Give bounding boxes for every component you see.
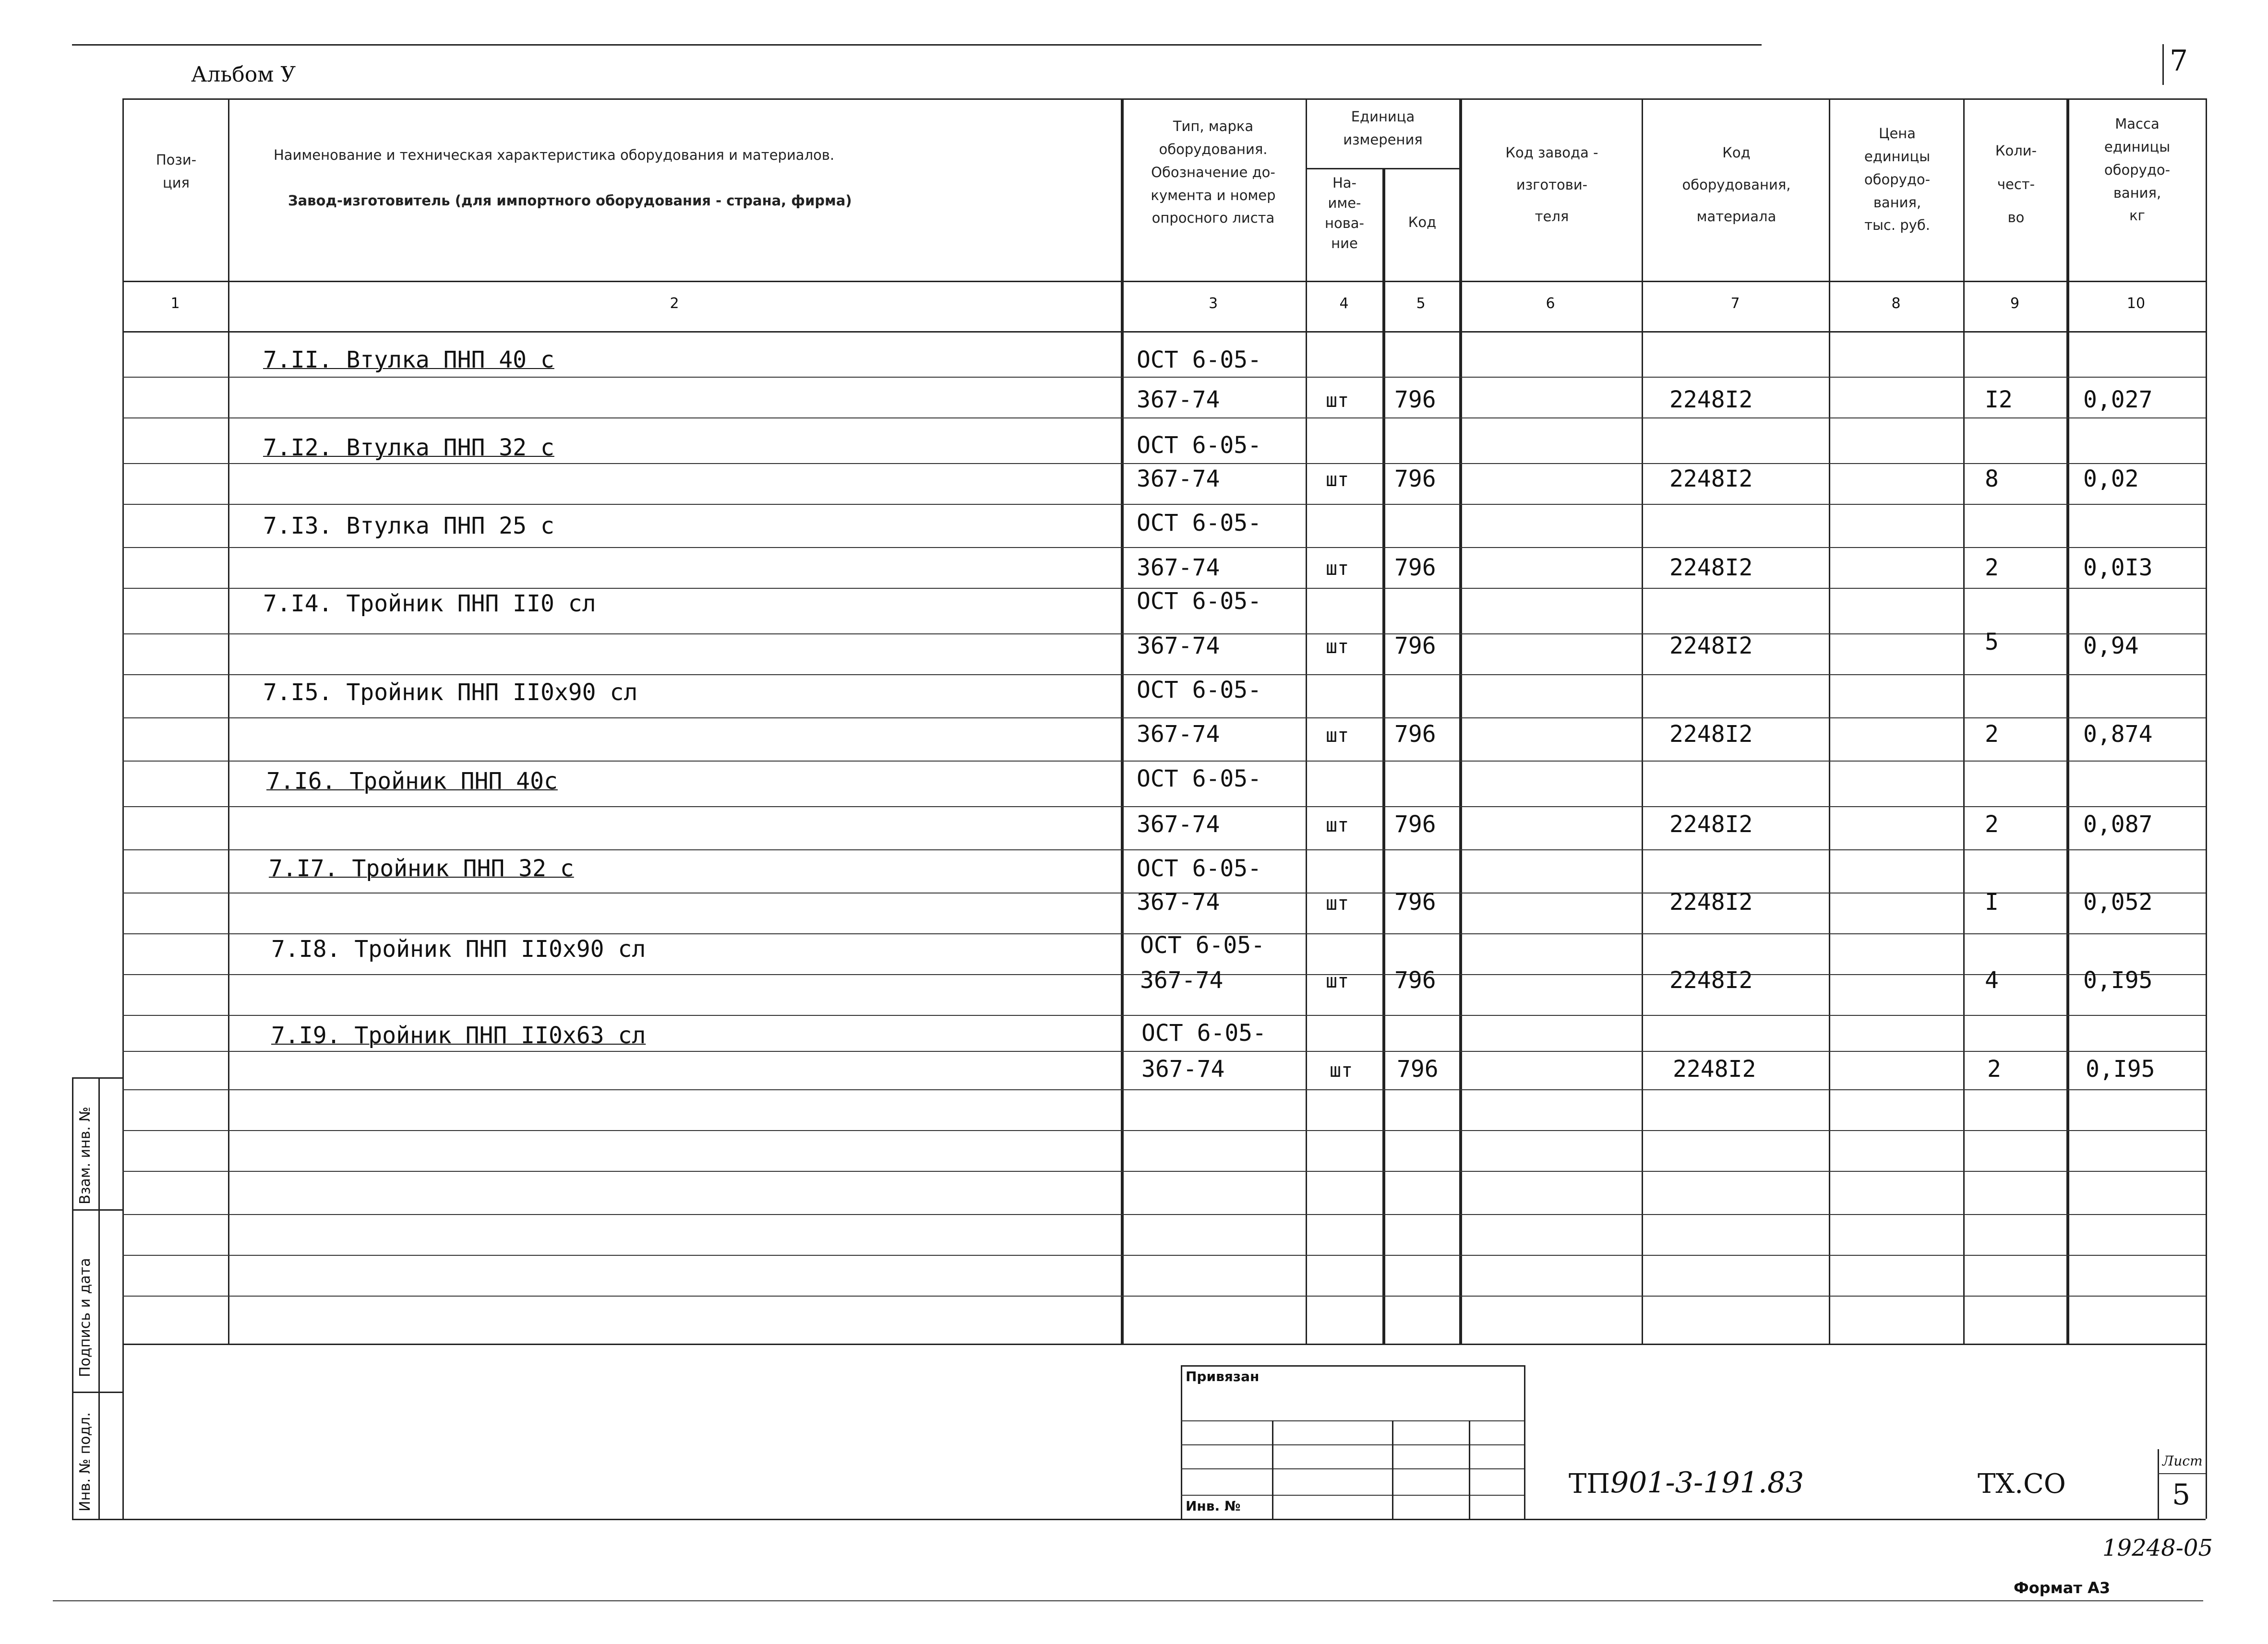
item-equip-code: 2248I2 (1669, 632, 1753, 659)
header-name-line1: Наименование и техническая характеристика оборудования и материалов. (274, 147, 835, 163)
item-mass: 0,I95 (2083, 967, 2153, 994)
row-line (122, 1255, 2206, 1256)
item-mass: 0,0I3 (2083, 554, 2153, 581)
row-line (122, 547, 2206, 548)
col-number: 7 (1730, 295, 1740, 312)
item-doc-line2: 367-74 (1137, 721, 1220, 748)
unit-subheader-line (1306, 168, 1459, 169)
sheet-box-sep (2158, 1473, 2206, 1474)
item-doc-line1: ОСТ 6-05- (1140, 932, 1265, 959)
item-qty: I (1985, 889, 1999, 916)
item-unit-code: 796 (1394, 889, 1436, 916)
stamp-col (1469, 1420, 1470, 1519)
col-number: 4 (1339, 295, 1349, 312)
item-unit-code: 796 (1394, 386, 1436, 413)
header-price: Цена единицы оборудо- вания, тыс. руб. (1864, 125, 1931, 234)
sheet-label: Лист (2162, 1453, 2203, 1469)
stamp-right (1524, 1365, 1525, 1519)
row-line (122, 1089, 2206, 1090)
header-type: Тип, марка оборудования. Обозначение до- кумента и номер опросного листа (1151, 118, 1276, 226)
stamp-top (1181, 1365, 1524, 1367)
row-line (122, 1051, 2206, 1052)
sheet-box-left (2158, 1449, 2159, 1519)
item-qty: 4 (1985, 967, 1999, 994)
item-name: 7.I2. Втулка ПНП 32 с (263, 434, 554, 461)
inv-replace-label: Взам. инв. № (77, 1107, 94, 1204)
row-line (122, 849, 2206, 850)
row-line (122, 504, 2206, 505)
row-line (122, 1171, 2206, 1172)
header-position: Пози- ция (156, 152, 197, 191)
item-unit-code: 796 (1394, 632, 1436, 659)
col-divider-8 (1963, 98, 1965, 1344)
stamp-row (1181, 1420, 1524, 1421)
stamp-left (1181, 1365, 1182, 1519)
item-equip-code: 2248I2 (1669, 554, 1753, 581)
item-mass: 0,I95 (2086, 1056, 2155, 1083)
sign-date-label: Подпись и дата (77, 1258, 94, 1377)
doc-number: 901-3-191.83 (1610, 1466, 1804, 1500)
header-factory-code: Код завода - изготови- теля (1505, 144, 1598, 225)
row-line (122, 463, 2206, 464)
item-doc-line2: 367-74 (1140, 967, 1224, 994)
table-bottom-border (122, 1344, 2206, 1345)
page-corner-number: 7 (2170, 44, 2188, 78)
side-strip-top (72, 1077, 122, 1079)
item-qty: 2 (1985, 811, 1999, 838)
item-doc-line1: ОСТ 6-05- (1137, 346, 1262, 373)
item-qty: 2 (1985, 554, 1999, 581)
item-name: 7.I6. Тройник ПНП 40с (266, 768, 558, 795)
item-mass: 0,874 (2083, 721, 2153, 748)
doc-number-prefix: ТП (1569, 1468, 1610, 1500)
side-strip-sep1 (72, 1209, 122, 1211)
side-strip-left (72, 1077, 73, 1519)
col-number: 8 (1891, 295, 1901, 312)
col-divider-3 (1306, 98, 1307, 1344)
stamp-col (1272, 1420, 1273, 1519)
stamp-row (1181, 1444, 1524, 1445)
row-line (122, 417, 2206, 418)
col-number: 3 (1208, 295, 1218, 312)
row-line (122, 1296, 2206, 1297)
top-margin-line (72, 44, 1762, 46)
row-line (122, 717, 2206, 718)
header-name-line2: Завод-изготовитель (для импортного оборудования - страна, фирма) (288, 192, 852, 209)
item-equip-code: 2248I2 (1669, 386, 1753, 413)
item-unit: шт (1326, 725, 1349, 747)
item-unit-code: 796 (1394, 465, 1436, 492)
item-unit: шт (1326, 970, 1349, 992)
item-name: 7.I7. Тройник ПНП 32 с (269, 855, 574, 882)
header-qty: Коли- чест- во (1995, 143, 2037, 226)
row-line (122, 377, 2206, 378)
col-divider-9 (2066, 98, 2069, 1344)
item-doc-line2: 367-74 (1137, 632, 1220, 659)
header-unit-code: Код (1408, 214, 1437, 230)
item-doc-line1: ОСТ 6-05- (1137, 510, 1262, 536)
col-divider-6 (1642, 98, 1643, 1344)
item-doc-line2: 367-74 (1137, 811, 1220, 838)
frame-bottom-border (72, 1519, 2206, 1520)
item-doc-line1: ОСТ 6-05- (1141, 1020, 1267, 1047)
item-mass: 0,052 (2083, 889, 2153, 916)
item-unit-code: 796 (1394, 721, 1436, 748)
format-label: Формат А3 (2014, 1579, 2111, 1597)
item-equip-code: 2248I2 (1669, 811, 1753, 838)
item-name: 7.I8. Тройник ПНП II0х90 сл (271, 936, 646, 963)
stamp-bound-label: Привязан (1186, 1369, 1260, 1384)
corner-divider (2162, 44, 2164, 85)
header-bottom-border (122, 281, 2206, 282)
frame-right-border (2206, 98, 2207, 1519)
col-number: 10 (2126, 295, 2146, 312)
item-unit: шт (1330, 1060, 1353, 1082)
item-doc-line1: ОСТ 6-05- (1137, 588, 1262, 615)
item-name: 7.I3. Втулка ПНП 25 с (263, 512, 554, 539)
item-unit-code: 796 (1397, 1056, 1439, 1083)
col-divider-4 (1382, 168, 1385, 1344)
item-unit: шт (1326, 636, 1349, 658)
row-line (122, 1015, 2206, 1016)
col-divider-1 (228, 98, 229, 1344)
col-divider-7 (1829, 98, 1830, 1344)
stamp-row (1181, 1495, 1524, 1496)
item-equip-code: 2248I2 (1669, 721, 1753, 748)
numbers-bottom-border (122, 331, 2206, 333)
header-unit: Единица измерения (1343, 108, 1423, 148)
row-line (122, 1130, 2206, 1131)
item-unit: шт (1326, 814, 1349, 836)
hand-note: 19248-05 (2102, 1535, 2213, 1561)
item-mass: 0,02 (2083, 465, 2139, 492)
header-equip-code: Код оборудования, материала (1682, 144, 1791, 225)
inv-orig-label: Инв. № подл. (77, 1412, 94, 1512)
stamp-col (1392, 1420, 1393, 1519)
item-unit-code: 796 (1394, 967, 1436, 994)
item-unit-code: 796 (1394, 554, 1436, 581)
album-label: Альбом У (191, 62, 296, 87)
item-equip-code: 2248I2 (1669, 465, 1753, 492)
item-unit: шт (1326, 469, 1349, 491)
col-number: 2 (670, 295, 679, 312)
item-doc-line1: ОСТ 6-05- (1137, 855, 1262, 882)
col-number: 1 (170, 295, 180, 312)
item-unit-code: 796 (1394, 811, 1436, 838)
table-top-border (122, 98, 2206, 100)
sheet-number: 5 (2172, 1478, 2191, 1512)
col-number: 5 (1416, 295, 1426, 312)
item-unit: шт (1326, 893, 1349, 915)
side-strip-mid (98, 1077, 100, 1519)
item-qty: I2 (1985, 386, 2013, 413)
item-doc-line2: 367-74 (1137, 889, 1220, 916)
item-doc-line2: 367-74 (1137, 386, 1220, 413)
item-name: 7.I4. Тройник ПНП II0 сл (263, 590, 596, 617)
item-qty: 2 (1985, 721, 1999, 748)
col-number: 6 (1546, 295, 1555, 312)
side-strip-sep2 (72, 1392, 122, 1393)
col-number: 9 (2010, 295, 2020, 312)
item-qty: 5 (1985, 629, 1999, 655)
stamp-row (1181, 1468, 1524, 1469)
item-mass: 0,027 (2083, 386, 2153, 413)
item-qty: 8 (1985, 465, 1999, 492)
item-doc-line1: ОСТ 6-05- (1137, 765, 1262, 792)
doc-suffix: ТХ.СО (1978, 1468, 2066, 1500)
item-unit: шт (1326, 390, 1349, 412)
format-line (53, 1600, 2203, 1601)
item-doc-line2: 367-74 (1137, 465, 1220, 492)
stamp-inv-label: Инв. № (1186, 1498, 1241, 1514)
item-mass: 0,087 (2083, 811, 2153, 838)
header-unit-name: На- име- нова- ние (1324, 175, 1365, 252)
item-unit: шт (1326, 558, 1349, 580)
row-line (122, 806, 2206, 807)
item-equip-code: 2248I2 (1673, 1056, 1756, 1083)
item-name: 7.I9. Тройник ПНП II0х63 сл (271, 1022, 646, 1049)
row-line (122, 761, 2206, 762)
header-mass: Масса единицы оборудо- вания, кг (2104, 116, 2171, 224)
item-doc-line2: 367-74 (1137, 554, 1220, 581)
row-line (122, 1214, 2206, 1215)
col-divider-5 (1459, 98, 1462, 1344)
item-equip-code: 2248I2 (1669, 967, 1753, 994)
item-mass: 0,94 (2083, 632, 2139, 659)
col-divider-2 (1121, 98, 1124, 1344)
item-doc-line2: 367-74 (1141, 1056, 1225, 1083)
row-line (122, 674, 2206, 675)
item-doc-line1: ОСТ 6-05- (1137, 432, 1262, 459)
item-name: 7.I5. Тройник ПНП II0х90 сл (263, 679, 638, 706)
item-qty: 2 (1987, 1056, 2001, 1083)
item-equip-code: 2248I2 (1669, 889, 1753, 916)
item-name: 7.II. Втулка ПНП 40 с (263, 346, 554, 373)
item-doc-line1: ОСТ 6-05- (1137, 677, 1262, 703)
